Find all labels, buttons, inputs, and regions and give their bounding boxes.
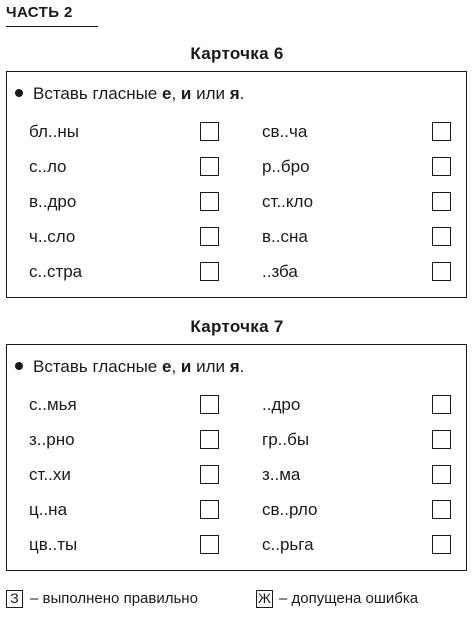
word-right: ..дро [262, 395, 301, 414]
vowel-e: е [162, 84, 172, 103]
legend-correct-text: – выполнено правильно [30, 590, 198, 607]
card-6-instruction [15, 84, 244, 104]
instruction-text: Вставь гласные [33, 357, 162, 376]
word-right: гр..бы [262, 430, 310, 449]
answer-checkbox[interactable] [432, 192, 451, 211]
vowel-i: и [180, 84, 192, 103]
answer-checkbox[interactable] [200, 430, 219, 449]
word-left: цв..ты [29, 535, 78, 554]
answer-checkbox[interactable] [200, 192, 219, 211]
answer-checkbox[interactable] [200, 465, 219, 484]
card-6-title: Карточка 6 [190, 44, 284, 63]
word-right: с..рьга [262, 535, 314, 554]
word-right: св..ча [262, 122, 308, 141]
word-left: с..мья [29, 395, 77, 414]
answer-checkbox[interactable] [432, 395, 451, 414]
card-7-instruction [15, 357, 244, 377]
legend-error-mark: Ж [256, 590, 273, 608]
vowel-ya: я [229, 357, 240, 376]
vowel-i: и [180, 357, 192, 376]
word-left: ц..на [29, 500, 68, 519]
word-left: с..стра [29, 262, 83, 281]
part-header [6, 4, 98, 27]
card-6 [6, 71, 467, 298]
instruction-sep: , [171, 357, 181, 376]
word-left: бл..ны [29, 122, 79, 141]
instruction-end: . [239, 357, 245, 376]
answer-checkbox[interactable] [432, 157, 451, 176]
part-label: ЧАСТЬ 2 [6, 4, 73, 21]
word-left: ч..сло [29, 227, 76, 246]
word-right: ..зба [262, 262, 298, 281]
answer-checkbox[interactable] [432, 227, 451, 246]
answer-checkbox[interactable] [200, 227, 219, 246]
answer-checkbox[interactable] [200, 157, 219, 176]
answer-checkbox[interactable] [200, 535, 219, 554]
vowel-ya: я [229, 84, 240, 103]
instruction-end: . [239, 84, 245, 103]
instruction-text: Вставь гласные [33, 84, 162, 103]
answer-checkbox[interactable] [432, 535, 451, 554]
word-left: з..рно [29, 430, 75, 449]
answer-checkbox[interactable] [432, 122, 451, 141]
instruction-sep: , [171, 84, 181, 103]
word-right: з..ма [262, 465, 301, 484]
legend-correct-mark: З [6, 590, 23, 608]
bullet-icon [15, 362, 23, 370]
word-left: ст..хи [29, 465, 71, 484]
vowel-e: е [162, 357, 172, 376]
word-right: р..бро [262, 157, 310, 176]
instruction-or: или [191, 357, 230, 376]
card-7 [6, 344, 467, 571]
instruction-or: или [191, 84, 230, 103]
answer-checkbox[interactable] [432, 262, 451, 281]
answer-checkbox[interactable] [200, 395, 219, 414]
bullet-icon [15, 89, 23, 97]
word-left: с..ло [29, 157, 67, 176]
legend-error-text: – допущена ошибка [279, 590, 419, 607]
answer-checkbox[interactable] [200, 262, 219, 281]
answer-checkbox[interactable] [200, 122, 219, 141]
answer-checkbox[interactable] [200, 500, 219, 519]
answer-checkbox[interactable] [432, 500, 451, 519]
card-7-title: Карточка 7 [190, 317, 284, 336]
answer-checkbox[interactable] [432, 430, 451, 449]
word-right: ст..кло [262, 192, 314, 211]
word-left: в..дро [29, 192, 77, 211]
answer-checkbox[interactable] [432, 465, 451, 484]
word-right: св..рло [262, 500, 318, 519]
word-right: в..сна [262, 227, 308, 246]
